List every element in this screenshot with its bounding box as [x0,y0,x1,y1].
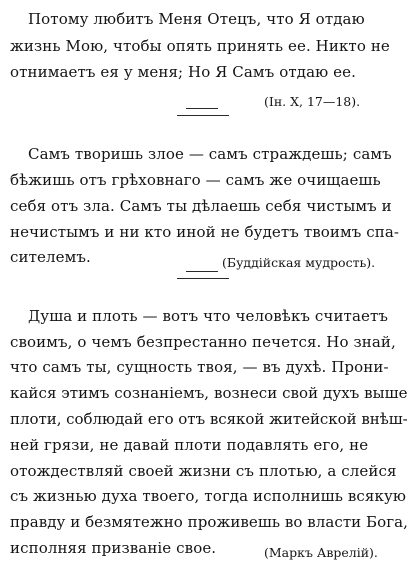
text-line: исполняя призваніе свое. [10,539,217,557]
text-line: ней грязи, не давай плоти подавлять его, не [10,436,369,454]
divider-line [186,108,218,109]
text-line: плоти, соблюдай его отъ всякой житейской внѣш- [10,410,408,428]
divider-line [177,115,229,116]
passage-3-source: (Маркъ Аврелій). [264,545,378,560]
divider-line [177,278,229,279]
text-line: сителемъ. [10,248,91,266]
passage-2-source: (Буддійская мудрость). [222,255,376,270]
text-line: бѣжишь отъ грѣховнаго — самъ же очищаешь [10,171,381,189]
text-line: Самъ творишь злое — самъ страждешь; самъ [28,145,392,163]
text-line: отождествляй своей жизни съ плотью, а слейся [10,462,397,480]
text-line: себя отъ зла. Самъ ты дѣлаешь себя чистымъ и [10,197,392,215]
text-line: нечистымъ и ни кто иной не будетъ твоимъ спа- [10,223,400,241]
text-line: Потому любитъ Меня Отецъ, что Я отдаю [28,10,365,28]
passage-1-source: (Ін. X, 17—18). [264,94,361,109]
text-line: Душа и плоть — вотъ что человѣкъ считаетъ [28,307,389,325]
text-line: отнимаетъ ея у меня; Но Я Самъ отдаю ее. [10,63,356,81]
text-line: жизнь Мою, чтобы опять принять ее. Никто не [10,37,390,55]
text-line: что самъ ты, сущность твоя, — въ духѣ. Прони- [10,358,389,376]
text-line: правду и безмятежно проживешь во власти Бога, [10,513,408,531]
divider-line [186,271,218,272]
text-line: кайся этимъ сознаніемъ, вознеси свой духъ выше [10,384,408,402]
text-line: съ жизнью духа твоего, тогда исполнишь всякую [10,487,407,505]
text-line: своимъ, о чемъ безпрестанно печется. Но знай, [10,333,396,351]
